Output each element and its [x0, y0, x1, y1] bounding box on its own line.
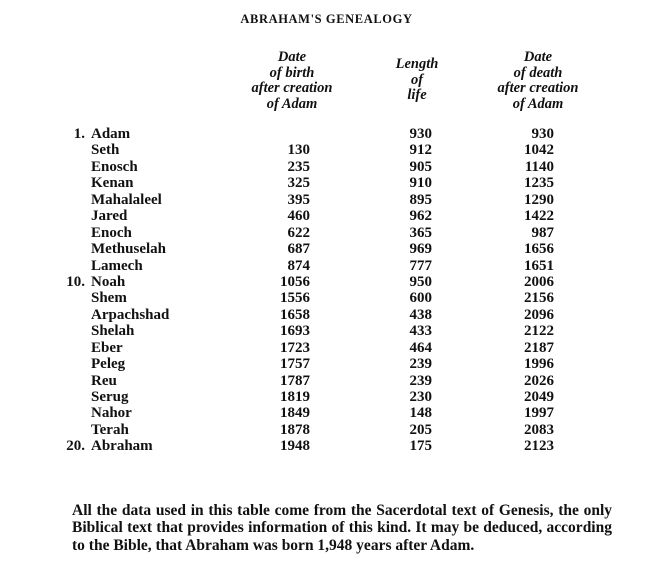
death-year: 1042	[524, 142, 554, 159]
death-year: 2123	[524, 438, 554, 455]
header-line: after creation	[497, 80, 579, 96]
life-length: 962	[409, 208, 432, 225]
death-year: 1290	[524, 191, 554, 208]
birth-year: 1056	[280, 273, 310, 290]
death-year: 1996	[524, 356, 554, 373]
header-line: of birth	[269, 64, 315, 81]
life-length: 895	[409, 191, 432, 208]
life-length: 930	[409, 126, 432, 142]
life-length: 433	[409, 323, 432, 340]
person-name: Noah	[91, 273, 126, 290]
death-year: 1651	[524, 257, 554, 274]
death-year: 2096	[524, 306, 554, 323]
life-length: 438	[409, 306, 432, 323]
life-length: 239	[409, 356, 432, 373]
header-date-of-death	[478, 50, 598, 112]
person-name: Seth	[91, 142, 120, 159]
table-row	[0, 208, 653, 224]
header-line: Date	[277, 49, 307, 65]
person-name: Enoch	[91, 224, 132, 241]
table-row	[0, 274, 653, 290]
table-title: ABRAHAM'S GENEALOGY	[240, 12, 413, 26]
person-name: Terah	[91, 421, 129, 438]
birth-year: 395	[287, 191, 310, 208]
death-year: 2026	[524, 372, 554, 389]
genealogy-table	[0, 126, 653, 455]
death-year: 1656	[524, 241, 554, 258]
table-row	[0, 438, 653, 454]
birth-year: 1723	[280, 339, 310, 356]
person-name: Shem	[91, 290, 127, 307]
life-length: 230	[409, 389, 432, 405]
table-row	[0, 340, 653, 356]
death-year: 1235	[524, 175, 554, 192]
death-year: 2187	[524, 339, 554, 356]
life-length: 239	[409, 372, 432, 389]
birth-year: 325	[287, 175, 310, 192]
row-number: 20.	[66, 438, 85, 455]
header-line: of death	[513, 64, 563, 81]
header-line: Length	[395, 56, 439, 72]
birth-year: 622	[287, 224, 310, 241]
header-line: of Adam	[266, 95, 318, 112]
row-number: 10.	[66, 273, 85, 290]
person-name: Mahalaleel	[91, 191, 162, 208]
table-row	[0, 323, 653, 339]
death-year: 2156	[524, 290, 554, 307]
table-row	[0, 241, 653, 257]
death-year: 1422	[524, 208, 554, 225]
death-year: 2006	[524, 273, 554, 290]
person-name: Enosch	[91, 158, 138, 175]
table-row	[0, 142, 653, 158]
death-year: 1140	[524, 158, 554, 175]
person-name: Shelah	[91, 323, 135, 340]
life-length: 912	[409, 142, 432, 159]
row-number: 1.	[73, 126, 85, 142]
header-length-of-life	[382, 57, 452, 104]
table-row	[0, 159, 653, 175]
person-name: Jared	[91, 208, 128, 225]
person-name: Eber	[91, 339, 123, 356]
header-date-of-birth	[232, 50, 352, 112]
table-row	[0, 290, 653, 306]
birth-year: 1693	[280, 323, 310, 340]
life-length: 910	[409, 175, 432, 192]
life-length: 148	[409, 405, 432, 422]
header-line: Date	[523, 49, 553, 65]
birth-year: 874	[287, 257, 310, 274]
death-year: 2083	[524, 421, 554, 438]
person-name: Kenan	[91, 175, 134, 192]
table-row	[0, 175, 653, 191]
death-year: 987	[531, 224, 554, 241]
table-row	[0, 405, 653, 421]
death-year: 930	[531, 126, 554, 142]
person-name: Methuselah	[91, 241, 166, 258]
header-line: after creation	[251, 80, 333, 96]
life-length: 365	[409, 224, 432, 241]
life-length: 777	[409, 257, 432, 274]
birth-year: 1948	[280, 438, 310, 455]
table-row	[0, 126, 653, 142]
header-line: of	[410, 71, 424, 88]
birth-year: 130	[287, 142, 310, 159]
table-row	[0, 373, 653, 389]
table-row	[0, 356, 653, 372]
birth-year: 687	[287, 241, 310, 258]
life-length: 969	[409, 241, 432, 258]
table-row	[0, 258, 653, 274]
death-year: 2049	[524, 389, 554, 405]
life-length: 950	[409, 273, 432, 290]
life-length: 205	[409, 421, 432, 438]
person-name: Adam	[91, 126, 131, 142]
birth-year: 235	[287, 158, 310, 175]
table-row	[0, 389, 653, 405]
table-row	[0, 422, 653, 438]
birth-year: 1787	[280, 372, 310, 389]
birth-year: 460	[287, 208, 310, 225]
death-year: 2122	[524, 323, 554, 340]
life-length: 464	[409, 339, 432, 356]
birth-year: 1658	[280, 306, 310, 323]
birth-year: 1878	[280, 421, 310, 438]
person-name: Serug	[91, 389, 129, 405]
table-row	[0, 225, 653, 241]
birth-year: 1819	[280, 389, 310, 405]
footnote-paragraph: All the data used in this table come from the Sacerdotal text of Genesis, the only Biblical text that provides information of this kind. It may be deduced, according to the Bible, that Abraham was born 1,948 years after Adam.	[72, 501, 612, 555]
life-length: 905	[409, 158, 432, 175]
person-name: Arpachshad	[91, 306, 170, 323]
header-line: life	[407, 87, 427, 103]
birth-year: 1849	[280, 405, 310, 422]
person-name: Abraham	[91, 438, 153, 455]
table-row	[0, 192, 653, 208]
person-name: Lamech	[91, 257, 143, 274]
table-row	[0, 307, 653, 323]
person-name: Reu	[91, 372, 117, 389]
life-length: 600	[409, 290, 432, 307]
birth-year: 1757	[280, 356, 310, 373]
life-length: 175	[409, 438, 432, 455]
birth-year: 1556	[280, 290, 310, 307]
death-year: 1997	[524, 405, 554, 422]
person-name: Peleg	[91, 356, 126, 373]
header-line: of Adam	[512, 95, 564, 112]
person-name: Nahor	[91, 405, 132, 422]
